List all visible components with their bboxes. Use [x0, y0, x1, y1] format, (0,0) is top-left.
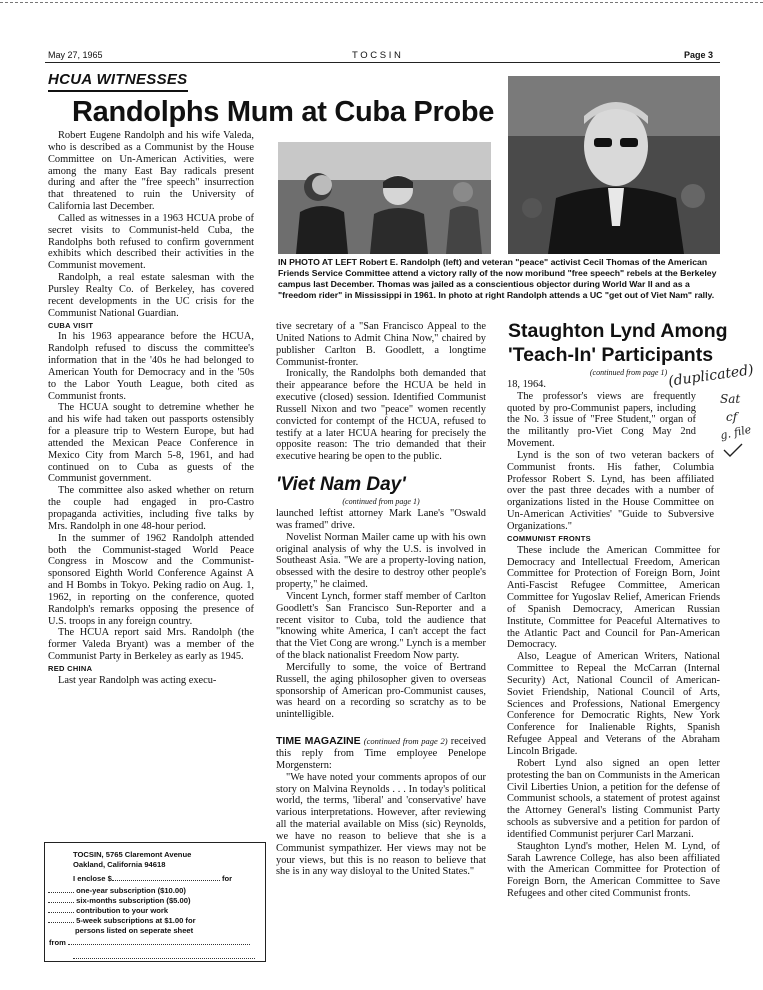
photo-right-randolph [508, 76, 720, 254]
paragraph: Last year Randolph was acting execu- [58, 674, 217, 686]
photo-left-rally [278, 142, 491, 254]
photo-caption: IN PHOTO AT LEFT Robert E. Randolph (left) and veteran "peace" activist Cecil Thomas of the American Friends Service Committee attend a victory rally of the now moribund "free speech" rebels at the Berkeley campus last December. Thomas was jailed as a conscientious objector during World War II and as a "freedom rider" in Mississippi in 1961. In photo at right Randolph attends a UC "get out of Viet Nam" rally. [278, 257, 717, 300]
paragraph: The committee also asked whether on return the couple had engaged in pro-Castro propaganda activities, including five talks by Mrs. Randolph in one 48-hour period. [48, 485, 254, 532]
option-contribution[interactable] [48, 906, 168, 915]
paragraph: Ironically, the Randolphs both demanded that their appearance before the HCUA be held in executive (closed) session. Identified Communist Russell Nixon and two "peace" women recently convicted for contempt of the HCUA, refused to testify at a later HCUA hearing for precisely the opposite reason: The trio demanded that their executive hearing be open to the public. [276, 368, 486, 463]
subhead-cuba-visit: CUBA VISIT [48, 320, 94, 330]
option-six-months[interactable] [48, 896, 190, 905]
paragraph: The HCUA sought to detremine whether he and his wife had taken out passports ostensibly for a pleasure trip to Western Europe, but had attended the Mexican Peace Conference in Mexico City from March 5-8, 1961, and had continued on to Cuba as guests of the Communist government. [48, 402, 254, 485]
from-label: from [49, 938, 66, 947]
paragraph: Randolph, a real estate salesman with the Pursley Realty Co. of Berkeley, has covered recent developments in the UC crisis for the Communist National Guardian. [48, 272, 254, 319]
option-five-week[interactable] [48, 916, 196, 925]
amount-field[interactable] [112, 880, 220, 881]
masthead-title: T O C S I N [352, 50, 401, 61]
address-field[interactable] [73, 958, 255, 959]
masthead-rule [45, 62, 720, 63]
option-five-week-note: persons listed on seperate sheet [75, 926, 194, 935]
paragraph: The HCUA report said Mrs. Randolph (the former Valeda Bryant) was a member of the Communist Party in Berkeley as early as 1945. [48, 627, 254, 663]
article-lynd-column [507, 367, 720, 900]
option-label: one-year subscription ($10.00) [76, 886, 186, 895]
lynd-title-line1: Staughton Lynd Among [508, 320, 728, 342]
continued-note: (continued from page 1) [342, 497, 420, 507]
paragraph: Vincent Lynch, former staff member of Carlton Goodlett's San Francisco Sun-Reporter and a recent visitor to Cuba, told the audience that "knowing white America, I can't accept the fact that the Viet Cong are wrong." Lynch is a member of the black nationalist Freedom Now party. [276, 590, 486, 662]
paragraph: Mercifully to some, the voice of Bertrand Russell, the aging philosopher given to overseas sponsorship of American pro-Communist causes, was heard on a recording so scratchy as to be unintelligible. [276, 661, 486, 721]
paragraph: Staughton Lynd's mother, Helen M. Lynd, of Sarah Lawrence College, has also been affiliated with the American Committee for Protection of Foreign Born, the American Committee to Save Refugees and other cited Communist fronts. [507, 840, 720, 900]
photo-right-image [508, 76, 720, 254]
continued-note: (continued from page 2) [363, 736, 448, 747]
handwritten-checkmark-icon [722, 442, 744, 460]
paragraph: Robert Lynd also signed an open letter protesting the ban on Communists in the American Civil Liberties Union, a petition for the defense of Communist schools, a statement of protest against the Attorney General's listing Communist Party schools as subversive and a petition for pardon of identified Communist perjurer Carl Marzani. [507, 757, 720, 840]
article-continuation-column [276, 321, 486, 878]
subscription-coupon [44, 842, 266, 962]
continued-note: (continued from page 1) [589, 368, 668, 377]
page-number: Page 3 [684, 50, 714, 60]
coupon-address: TOCSIN, 5765 Claremont Avenue [73, 850, 192, 859]
kicker-underline [48, 90, 188, 92]
paragraph: Novelist Norman Mailer came up with his own original analysis of why the U.S. is involved in Southeast Asia. "We are a property-loving nation, obsessed with the desire to destroy other people's property," he claimed. [276, 531, 486, 591]
headline: Randolphs Mum at Cuba Probe [72, 96, 495, 128]
paragraph: launched leftist attorney Mark Lane's "Oswald was framed" drive. [276, 507, 486, 531]
viet-nam-day-title: 'Viet Nam Day' [276, 474, 406, 496]
from-line[interactable] [49, 938, 250, 947]
coupon-enclose-line[interactable] [73, 874, 253, 883]
paragraph: Called as witnesses in a 1963 HCUA probe of secret visits to Communist-held Cuba, the Randolphs both refused to confirm government exhibits which described their activities in the Communist movement. [48, 212, 254, 272]
coupon-for-label: for [221, 874, 233, 883]
paragraph: "We have noted your comments apropos of our story on Malvina Reynolds . . . In today's political world, the terms, 'liberal' and 'conservative' have various interpretations. However, after reviewing all the material available on Miss (sic) Reynolds, we have no reason to believe that she is a Communist sympathizer. Her views may not be your views, but this is no reason to believe that she is in any way disloyal to the United States." [276, 771, 486, 878]
paragraph: These include the American Committee for Democracy and Intellectual Freedom, American Committee for Protection of Foreign Born, Joint Anti-Fascist Refugee Committee, American Committee for Yugoslav Relief, American Friends of Spanish Democracy, American Russian Institute, Committee for Peaceful Alternatives to the Atlantic Pact and Council for Pan-American Democracy. [507, 544, 720, 651]
handwritten-note: g. file [718, 422, 753, 443]
photo-left-image [278, 142, 491, 254]
paragraph: 18, 1964. [507, 378, 546, 390]
paragraph: The professor's views are frequently quoted by pro-Communist papers, including the No. 3 issue of "Free Student," organ of the militantly pro-Viet Cong May 2nd Movement. [507, 390, 696, 450]
paragraph: Lynd is the son of two veteran backers of Communist fronts. His father, Columbia Professor Robert S. Lynd, has been affiliated over the past three decades with a number of organizations listed in the House Committee on Un-American Activities' "Guide to Subversive Organizations." [507, 449, 714, 532]
paragraph: In the summer of 1962 Randolph attended both the Communist-staged World Peace Congress in Moscow and the Communist-sponsored Eighth World Conference Against A and H Bombs in Tokyo. Peking radio on Aug. 1, 1962, in reporting on the conference, quoted Randolph's remarks opposing the presence of U.S. troops in any foreign country. [48, 532, 254, 627]
option-label: 5-week subscriptions at $1.00 for [76, 916, 196, 925]
subhead-communist-fronts: COMMUNIST FRONTS [507, 533, 591, 543]
section-kicker: HCUA WITNESSES [48, 71, 188, 88]
time-magazine-lead [276, 736, 486, 772]
option-label: six-months subscription ($5.00) [76, 896, 191, 905]
lynd-title-line2: 'Teach-In' Participants [508, 344, 714, 366]
paragraph: received this reply from Time employee Penelope Morgenstern: [276, 736, 486, 771]
top-dashed-rule [0, 2, 763, 3]
paragraph: Robert Eugene Randolph and his wife Valeda, who is described as a Communist by the House Committee on Un-American Activities, were among the many East Bay radicals present during and after the "free speech" insurrection that threatened to ruin the University of California last December. [48, 130, 254, 213]
from-field[interactable] [68, 944, 250, 945]
option-label: contribution to your work [76, 906, 169, 915]
coupon-enclose-label: I enclose $ [73, 874, 112, 883]
handwritten-note: cf [726, 410, 738, 424]
time-magazine-title: TIME MAGAZINE [276, 735, 361, 748]
paragraph: Also, League of American Writers, National Committee to Repeal the McCarran (Internal Security) Act, National Council of American-Soviet Friendship, National Council of Arts, Sciences and Professions, National Emergency Conference for Democratic Rights, New York Conference for Inalienable Rights, Spanish Refugee Appeal and Veterans of the Abraham Lincoln Brigade. [507, 651, 720, 757]
option-one-year[interactable] [48, 886, 186, 895]
article-randolph-column [48, 130, 254, 687]
handwritten-note: Sat [720, 392, 741, 406]
issue-date: May 27, 1965 [48, 50, 103, 60]
coupon-city: Oakland, California 94618 [73, 860, 166, 869]
paragraph: tive secretary of a "San Francisco Appeal to the United Nations to Admit China Now," chaired by publisher Carlton B. Goodlett, a longtime Communist-fronter. [276, 321, 486, 368]
paragraph: In his 1963 appearance before the HCUA, Randolph refused to discuss the committee's information that in the '40s he had belonged to American Youth for Democracy and in the '50s to the Labor Youth League, both cited as Communist fronts. [48, 331, 254, 402]
subhead-red-china: RED CHINA [48, 663, 93, 673]
handwritten-note-duplicated: (duplicated) [667, 362, 755, 390]
